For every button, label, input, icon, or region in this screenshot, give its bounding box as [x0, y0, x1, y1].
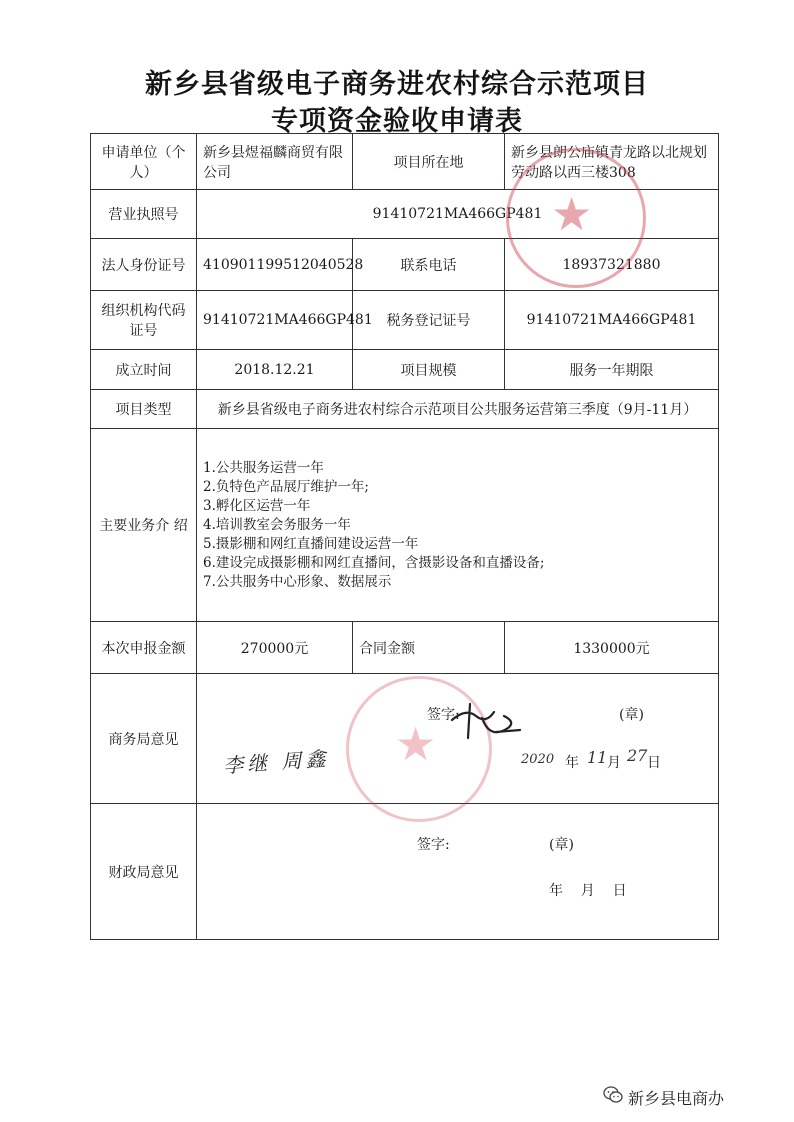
commerce-opinion-label: 商务局意见	[91, 674, 197, 804]
applicant-label: 申请单位（个人）	[91, 134, 197, 190]
finance-opinion-cell	[197, 804, 719, 940]
commerce-opinion-cell	[197, 674, 719, 804]
license-label: 营业执照号	[91, 190, 197, 239]
tax-value: 91410721MA466GP481	[505, 291, 719, 350]
contract-value: 1330000元	[505, 622, 719, 674]
commerce-date-month: 11	[587, 748, 608, 767]
business-item: 5.摄影棚和网红直播间建设运营一年	[203, 535, 419, 552]
phone-label: 联系电话	[353, 239, 505, 291]
finance-opinion-label: 财政局意见	[91, 804, 197, 940]
commerce-date-month-unit: 月	[607, 755, 621, 771]
business-item: 3.孵化区运营一年	[203, 497, 311, 514]
license-value: 91410721MA466GP481	[197, 190, 719, 239]
commerce-date-year-unit: 年	[565, 755, 579, 771]
commerce-handwriting: 李继 周鑫	[222, 746, 331, 778]
wechat-icon	[603, 1086, 623, 1104]
location-label: 项目所在地	[353, 134, 505, 190]
location-value: 新乡县朗公庙镇青龙路以北规划劳动路以西三楼308	[505, 134, 719, 190]
finance-sign-label: 签字:	[417, 837, 450, 853]
project-type-value: 新乡县省级电子商务进农村综合示范项目公共服务运营第三季度（9月-11月）	[197, 390, 719, 429]
business-item: 7.公共服务中心形象、数据展示	[203, 573, 392, 590]
founded-label: 成立时间	[91, 350, 197, 390]
scale-value: 服务一年期限	[505, 350, 719, 390]
finance-seal-label: (章)	[549, 837, 574, 853]
project-type-label: 项目类型	[91, 390, 197, 429]
applicant-value: 新乡县煜福麟商贸有限公司	[197, 134, 353, 190]
commerce-date-day-unit: 日	[647, 755, 661, 771]
business-item: 6.建设完成摄影棚和网红直播间，含摄影设备和直播设备;	[203, 554, 545, 571]
bureau-seal-star-icon: ★	[395, 717, 437, 771]
id-label: 法人身份证号	[91, 239, 197, 291]
form-title-line2: 专项资金验收申请表	[271, 106, 523, 137]
tax-label: 税务登记证号	[353, 291, 505, 350]
business-item: 4.培训教室会务服务一年	[203, 516, 351, 533]
business-item: 1.公共服务运营一年	[203, 459, 324, 476]
footer-account-name: 新乡县电商办	[628, 1089, 725, 1108]
amount-label: 本次申报金额	[91, 622, 197, 674]
application-form-table	[90, 133, 719, 940]
org-code-value: 91410721MA466GP481	[197, 291, 353, 350]
phone-value: 18937321880	[505, 239, 719, 291]
commerce-date-year: 2020	[521, 752, 555, 767]
business-label: 主要业务介 绍	[91, 429, 197, 622]
id-value: 410901199512040528	[197, 239, 353, 291]
contract-label: 合同金额	[353, 622, 505, 674]
commerce-seal-label: (章)	[619, 707, 644, 723]
business-list	[197, 429, 719, 622]
business-item: 2.负特色产品展厅维护一年;	[203, 478, 369, 495]
founded-value: 2018.12.21	[197, 350, 353, 390]
commerce-date-day: 27	[627, 746, 648, 765]
scale-label: 项目规模	[353, 350, 505, 390]
form-title-line1: 新乡县省级电子商务进农村综合示范项目	[145, 69, 649, 100]
commerce-sign-label: 签字:	[427, 707, 460, 723]
amount-value: 270000元	[197, 622, 353, 674]
seal-star-icon: ★	[551, 187, 593, 241]
org-code-label: 组织机构代码证号	[91, 291, 197, 350]
finance-date: 年 月 日	[549, 883, 627, 899]
